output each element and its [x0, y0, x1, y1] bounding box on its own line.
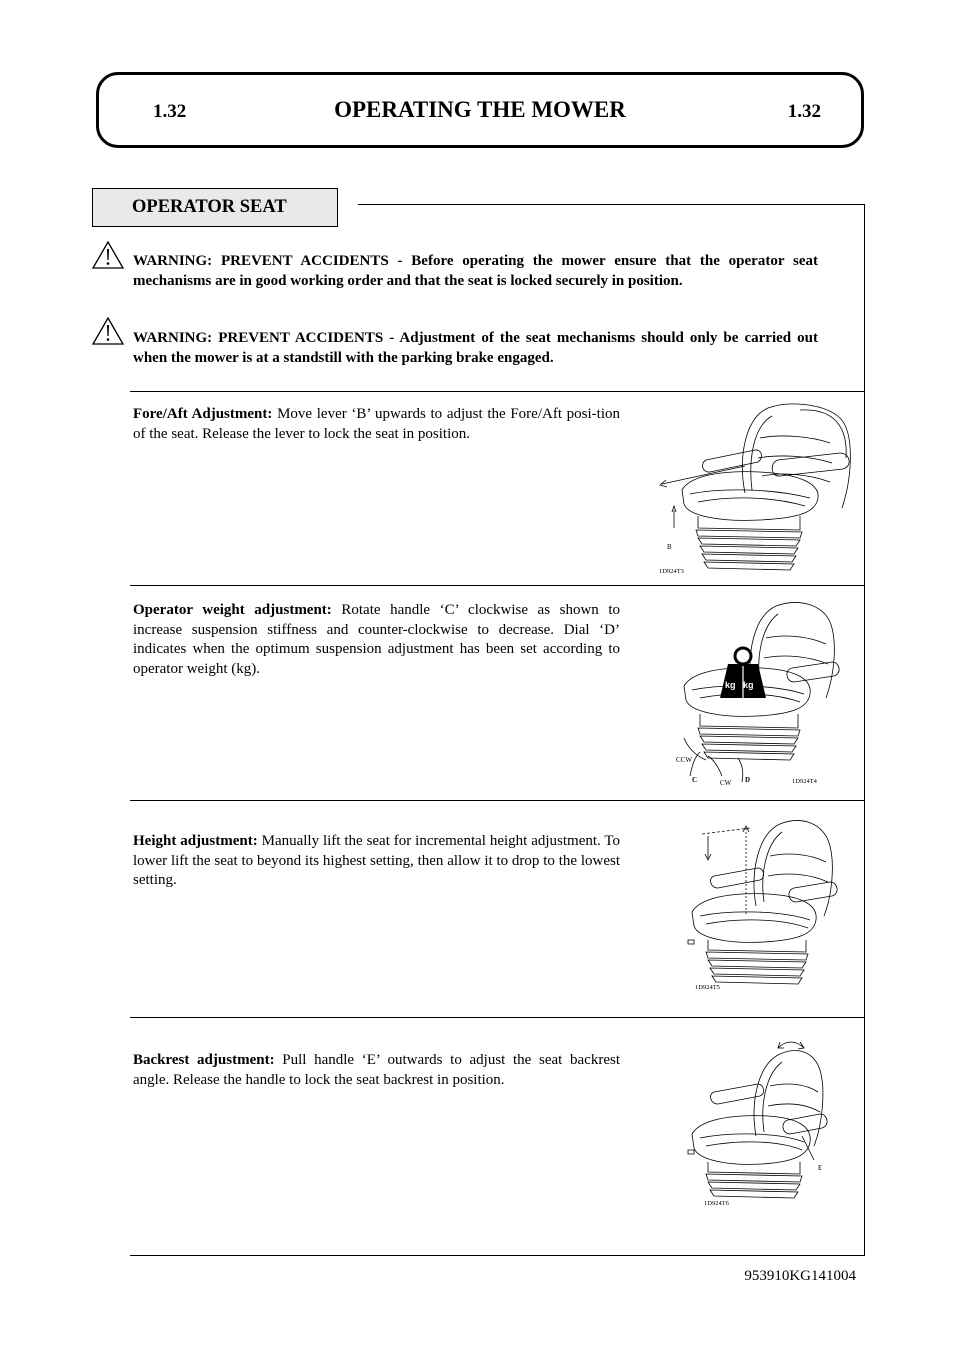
page-header [96, 72, 864, 148]
section-divider [130, 1017, 865, 1018]
adjustment-body: Manually lift the seat for incremental height adjustment. To lower lift the seat to beyond its highest setting, then allow it to drop to the lowest setting. [133, 833, 621, 888]
document-code: 953910KG141004 [744, 1268, 856, 1284]
page-title: OPERATING THE MOWER [334, 97, 626, 122]
seat-height-illustration [684, 816, 844, 996]
fore-aft-adjustment-text [133, 405, 620, 444]
seat-fore-aft-illustration [650, 398, 860, 580]
operator-weight-adjustment-text [133, 601, 620, 679]
dial-d-label: D [745, 776, 751, 784]
seat-backrest-illustration [684, 1036, 834, 1212]
section-divider [130, 391, 865, 392]
adjustment-heading: Fore/Aft Adjustment: [133, 406, 273, 422]
section-heading: OPERATOR SEAT [132, 197, 287, 217]
frame-right-rule [864, 204, 865, 1256]
ccw-label: CCW [676, 756, 692, 764]
adjustment-heading: Operator weight adjustment: [133, 602, 332, 618]
lever-b-label: B [667, 543, 672, 551]
adjustment-heading: Height adjustment: [133, 833, 258, 849]
adjustment-heading: Backrest adjustment: [133, 1052, 275, 1068]
adjustment-body: Move lever ‘B’ upwards to adjust the Fore/Aft posi-tion of the seat. Release the lever to lock the seat in position. [133, 406, 621, 442]
figure-code: 1D924T6 [704, 1200, 729, 1207]
warning-icon [92, 317, 124, 345]
figure-code: 1D924T4 [792, 778, 817, 785]
height-adjustment-text [133, 832, 620, 891]
handle-e-label: E [818, 1164, 823, 1172]
cw-label: CW [720, 779, 732, 787]
adjustment-body: Pull handle ‘E’ outwards to adjust the seat backrest angle. Release the handle to lock the seat backrest in position. [133, 1052, 620, 1088]
section-divider [130, 585, 865, 586]
section-number-right: 1.32 [787, 101, 821, 122]
warning-text-1: WARNING: PREVENT ACCIDENTS - Before operating the mower ensure that the operator seat mechanisms are in good working order and that the seat is locked securely in position. [133, 253, 818, 289]
warning-icon [92, 241, 124, 269]
weight-kg-label: kg [743, 680, 754, 690]
seat-weight-illustration [672, 598, 842, 792]
section-number-left: 1.32 [153, 101, 187, 122]
figure-code: 1D924T3 [659, 568, 684, 575]
frame-top-rule [358, 204, 865, 205]
adjustment-body: Rotate handle ‘C’ clockwise as shown to increase suspension stiffness and counter-clockwise to decrease. Dial ‘D’ indicates when the optimum suspension adjustment has been set according to operator weight (kg). [133, 602, 620, 677]
section-divider [130, 800, 865, 801]
weight-kg-label: kg [725, 680, 736, 690]
frame-bottom-rule [130, 1255, 865, 1256]
handle-c-label: C [692, 776, 698, 784]
section-heading-box [92, 188, 338, 227]
warning-text-2: WARNING: PREVENT ACCIDENTS - Adjustment of the seat mechanisms should only be carried out when the mower is at a standstill with the parking brake engaged. [133, 330, 818, 366]
backrest-adjustment-text [133, 1051, 620, 1090]
figure-code: 1D924T5 [695, 984, 720, 991]
